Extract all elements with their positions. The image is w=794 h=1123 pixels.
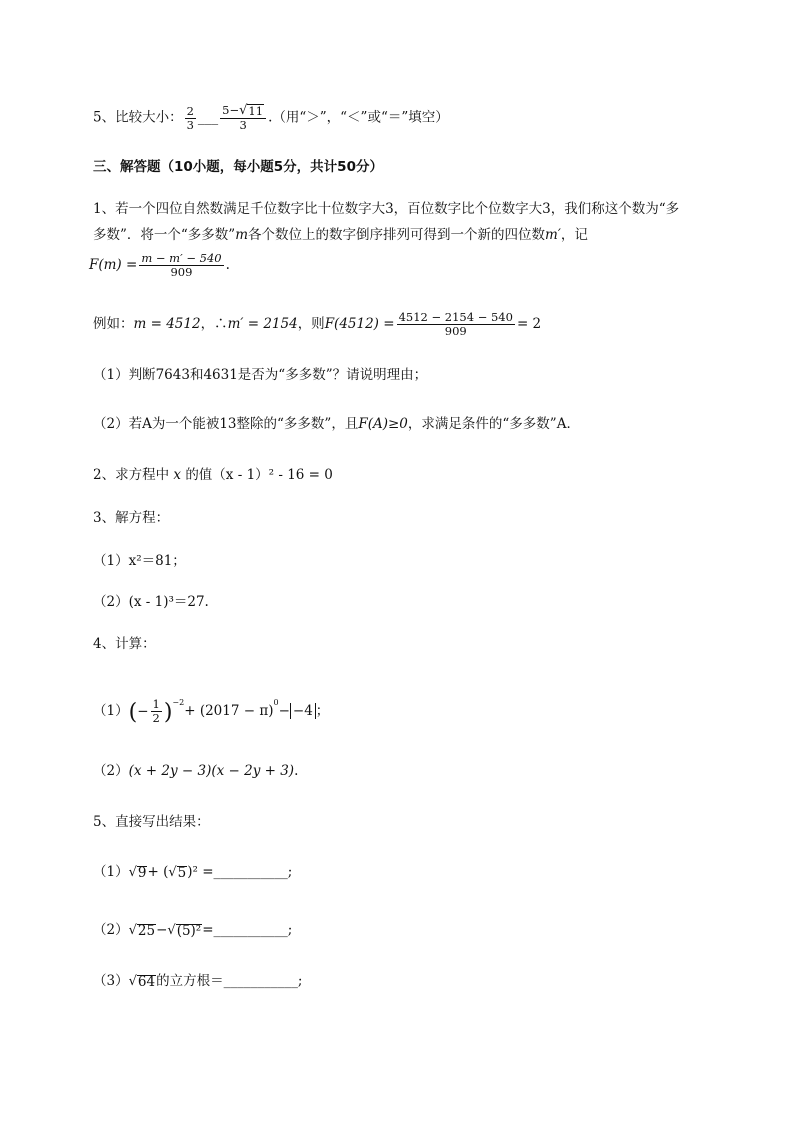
problem-5-sub-2: （2） √ 25 − √ (5)² =___________;	[93, 922, 293, 939]
problem-3-title: 3、解方程：	[93, 510, 170, 526]
problem-1-line-2: 多数”．将一个“多多数”m各个数位上的数字倒序排列可得到一个新的四位数m′，记	[93, 227, 588, 243]
problem-5-sub-3: （3） √ 64 的立方根＝___________;	[93, 973, 303, 990]
sqrt-symbol: √ (5)²	[167, 923, 202, 939]
answer-blank[interactable]: ___________	[223, 973, 298, 989]
sqrt-symbol: √ 64	[128, 974, 156, 990]
half-fraction: $\frac{1}{2}$	[152, 697, 160, 725]
problem-4-sub-1: （1）(− $\frac{1}{2}$ )$^{-2}+ (2017 - \pi)^0- -4$ ；	[93, 697, 330, 725]
answer-blank[interactable]: ___________	[213, 864, 288, 880]
fraction-two-thirds: $\frac{2}{3}$	[186, 103, 194, 132]
problem-1-sub-1: （1）判断7643和4631是否为“多多数”？请说明理由；	[93, 367, 428, 383]
sqrt-symbol: √ 9	[128, 865, 147, 881]
q5-instruction: .（用“＞”，“＜”或“＝”填空）	[268, 109, 449, 126]
function-definition: F(m) = $\frac{m - m' - 540}{909}$ .	[89, 251, 230, 279]
problem-4-title: 4、计算：	[93, 636, 156, 652]
problem-1-sub-2: （2）若A为一个能被13整除的“多多数”，且F(A)≥0，求满足条件的“多多数”A．	[93, 416, 580, 432]
answer-blank[interactable]: ___________	[213, 922, 288, 938]
example-line: 例如：m = 4512，∴m′ = 2154，则F(4512) = $\frac{4512 - 2154 - 540}{909}$ = 2	[93, 310, 542, 338]
absolute-value: −4	[290, 703, 316, 719]
section-heading: 三、解答题（10小题，每小题5分，共计50分）	[93, 159, 383, 175]
sqrt-symbol: √ 11	[239, 103, 264, 118]
problem-3-sub-2: （2）(x - 1)³＝27.	[93, 594, 209, 610]
problem-5-sub-1: （1） √ 9 + ( √ 5 )² =___________;	[93, 864, 293, 881]
problem-2: 2、求方程中 x 的值（x - 1）² - 16 = 0	[93, 467, 333, 483]
question-5-compare	[93, 104, 449, 132]
definition-fraction: $\frac{m - m' - 540}{909}$	[141, 251, 222, 279]
q5-number: 5、比较大小：	[93, 109, 183, 126]
answer-blank[interactable]: ___	[197, 109, 219, 126]
fraction-five-minus-root-11: 5− √ 11 3	[220, 104, 266, 132]
sqrt-symbol: √ 25	[128, 923, 156, 939]
example-fraction: $\frac{4512 - 2154 - 540}{909}$	[398, 310, 513, 338]
problem-3-sub-1: （1）x²＝81；	[93, 553, 186, 569]
problem-5-title: 5、直接写出结果：	[93, 814, 210, 830]
sqrt-symbol: √ 5	[168, 865, 187, 881]
problem-1-line-1: 1、若一个四位自然数满足千位数字比十位数字大3，百位数字比个位数字大3，我们称这个数为“多	[93, 201, 680, 217]
problem-4-sub-2: （2）(x + 2y − 3)(x − 2y + 3).	[93, 763, 299, 779]
